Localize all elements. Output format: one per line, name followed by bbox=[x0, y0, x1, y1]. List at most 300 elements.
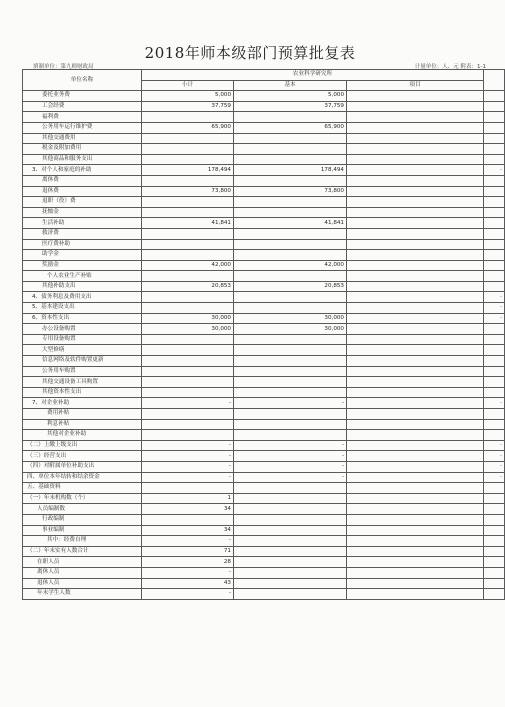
row-label: 行政编制 bbox=[23, 514, 142, 525]
basic-cell bbox=[234, 377, 347, 388]
project-cell bbox=[347, 578, 484, 589]
table-row bbox=[23, 589, 505, 600]
basic-cell bbox=[234, 303, 347, 314]
table-row bbox=[23, 557, 505, 568]
project-cell bbox=[347, 430, 484, 441]
edge-cell bbox=[484, 546, 505, 557]
table-row bbox=[23, 525, 505, 536]
subtotal-cell bbox=[142, 409, 234, 420]
basic-cell bbox=[234, 525, 347, 536]
basic-cell: 5,000 bbox=[234, 91, 347, 102]
project-cell bbox=[347, 175, 484, 186]
edge-cell bbox=[484, 334, 505, 345]
edge-cell bbox=[484, 504, 505, 515]
basic-cell: 20,853 bbox=[234, 281, 347, 292]
subtotal-cell: 28 bbox=[142, 557, 234, 568]
table-row bbox=[23, 303, 505, 314]
table-row bbox=[23, 228, 505, 239]
subtotal-cell: - bbox=[142, 440, 234, 451]
project-cell bbox=[347, 525, 484, 536]
edge-cell bbox=[484, 567, 505, 578]
row-label: 在职人员 bbox=[23, 557, 142, 568]
edge-cell bbox=[484, 133, 505, 144]
edge-cell bbox=[484, 175, 505, 186]
column-header-subtotal: 小计 bbox=[142, 80, 234, 91]
row-label: 其他交通设备工具购置 bbox=[23, 377, 142, 388]
basic-cell bbox=[234, 419, 347, 430]
subtotal-cell: 71 bbox=[142, 546, 234, 557]
row-label: 四、单位本年结转和结余资金 bbox=[23, 472, 142, 483]
project-cell bbox=[347, 483, 484, 494]
table-row bbox=[23, 122, 505, 133]
project-cell bbox=[347, 165, 484, 176]
row-label: （四）对附属单位补助支出 bbox=[23, 461, 142, 472]
project-cell bbox=[347, 112, 484, 123]
row-label: 救济费 bbox=[23, 228, 142, 239]
table-row bbox=[23, 207, 505, 218]
subtotal-cell bbox=[142, 207, 234, 218]
edge-cell: - bbox=[484, 398, 505, 409]
subtotal-cell: - bbox=[142, 536, 234, 547]
project-cell bbox=[347, 239, 484, 250]
edge-cell bbox=[484, 260, 505, 271]
project-cell bbox=[347, 536, 484, 547]
subtotal-cell: 43 bbox=[142, 578, 234, 589]
row-label: 其他商品和服务支出 bbox=[23, 154, 142, 165]
row-label: 退职（役）费 bbox=[23, 197, 142, 208]
project-cell bbox=[347, 377, 484, 388]
edge-cell bbox=[484, 186, 505, 197]
column-header-edge bbox=[484, 70, 505, 91]
row-label: 其他交通费用 bbox=[23, 133, 142, 144]
basic-cell bbox=[234, 589, 347, 600]
subtotal-cell: - bbox=[142, 589, 234, 600]
project-cell bbox=[347, 366, 484, 377]
project-cell bbox=[347, 197, 484, 208]
basic-cell bbox=[234, 356, 347, 367]
project-cell bbox=[347, 281, 484, 292]
project-cell bbox=[347, 101, 484, 112]
basic-cell bbox=[234, 197, 347, 208]
row-label: 五、基础资料 bbox=[23, 483, 142, 494]
row-label: 大型修缮 bbox=[23, 345, 142, 356]
subtotal-cell bbox=[142, 345, 234, 356]
row-label: 6、资本性支出 bbox=[23, 313, 142, 324]
edge-cell bbox=[484, 271, 505, 282]
row-label: 办公设备购置 bbox=[23, 324, 142, 335]
row-label: 其中：经费自理 bbox=[23, 536, 142, 547]
edge-cell bbox=[484, 122, 505, 133]
project-cell bbox=[347, 271, 484, 282]
subtotal-cell: 34 bbox=[142, 525, 234, 536]
prepared-by-label: 填制单位：第九师财政局 bbox=[33, 64, 94, 70]
edge-cell: - bbox=[484, 451, 505, 462]
edge-cell bbox=[484, 250, 505, 261]
table-row bbox=[23, 271, 505, 282]
basic-cell: 65,900 bbox=[234, 122, 347, 133]
table-row bbox=[23, 419, 505, 430]
subtotal-cell bbox=[142, 292, 234, 303]
project-cell bbox=[347, 419, 484, 430]
edge-cell bbox=[484, 281, 505, 292]
project-cell bbox=[347, 334, 484, 345]
basic-cell bbox=[234, 557, 347, 568]
project-cell bbox=[347, 154, 484, 165]
subtotal-cell: 73,800 bbox=[142, 186, 234, 197]
project-cell bbox=[347, 133, 484, 144]
subtotal-cell: - bbox=[142, 461, 234, 472]
subtotal-cell bbox=[142, 366, 234, 377]
row-label: 离休人员 bbox=[23, 567, 142, 578]
table-row bbox=[23, 504, 505, 515]
edge-cell bbox=[484, 377, 505, 388]
edge-cell: - bbox=[484, 313, 505, 324]
table-row bbox=[23, 281, 505, 292]
subtotal-cell: 1 bbox=[142, 493, 234, 504]
table-row bbox=[23, 461, 505, 472]
table-row bbox=[23, 165, 505, 176]
edge-cell bbox=[484, 144, 505, 155]
row-label: 退休费 bbox=[23, 186, 142, 197]
project-cell bbox=[347, 504, 484, 515]
basic-cell bbox=[234, 228, 347, 239]
subtotal-cell: - bbox=[142, 472, 234, 483]
project-cell bbox=[347, 546, 484, 557]
table-row bbox=[23, 175, 505, 186]
row-label: 年末学生人数 bbox=[23, 589, 142, 600]
edge-cell bbox=[484, 218, 505, 229]
table-body bbox=[23, 91, 505, 600]
project-cell bbox=[347, 303, 484, 314]
project-cell bbox=[347, 589, 484, 600]
basic-cell bbox=[234, 207, 347, 218]
project-cell bbox=[347, 345, 484, 356]
edge-cell: - bbox=[484, 440, 505, 451]
edge-cell bbox=[484, 228, 505, 239]
project-cell bbox=[347, 387, 484, 398]
subtotal-cell: 30,000 bbox=[142, 324, 234, 335]
table-row bbox=[23, 430, 505, 441]
edge-cell bbox=[484, 112, 505, 123]
basic-cell bbox=[234, 514, 347, 525]
row-label: 福利费 bbox=[23, 112, 142, 123]
row-label: 4、债务利息及费用支出 bbox=[23, 292, 142, 303]
project-cell bbox=[347, 356, 484, 367]
table-row bbox=[23, 356, 505, 367]
row-label: 费用补贴 bbox=[23, 409, 142, 420]
row-label: 专用设备购置 bbox=[23, 334, 142, 345]
measure-unit-label: 计量单位：人、元 附表：1-1 bbox=[414, 64, 486, 70]
table-row bbox=[23, 387, 505, 398]
subtotal-cell bbox=[142, 334, 234, 345]
basic-cell: 41,841 bbox=[234, 218, 347, 229]
row-label: （二）上缴上级支出 bbox=[23, 440, 142, 451]
edge-cell: - bbox=[484, 303, 505, 314]
edge-cell bbox=[484, 345, 505, 356]
row-label: （一）年末机构数（个） bbox=[23, 493, 142, 504]
table-row bbox=[23, 112, 505, 123]
table-row bbox=[23, 440, 505, 451]
basic-cell: - bbox=[234, 461, 347, 472]
header-row-1 bbox=[23, 70, 505, 81]
basic-cell: 37,759 bbox=[234, 101, 347, 112]
row-label: 公务用车运行维护费 bbox=[23, 122, 142, 133]
row-label: 其他资本性支出 bbox=[23, 387, 142, 398]
edge-cell bbox=[484, 493, 505, 504]
row-label: 事业编制 bbox=[23, 525, 142, 536]
basic-cell bbox=[234, 409, 347, 420]
subtotal-cell: 20,853 bbox=[142, 281, 234, 292]
row-label: 抚恤金 bbox=[23, 207, 142, 218]
subtotal-cell bbox=[142, 228, 234, 239]
basic-cell bbox=[234, 567, 347, 578]
edge-cell bbox=[484, 366, 505, 377]
basic-cell: 73,800 bbox=[234, 186, 347, 197]
edge-cell bbox=[484, 419, 505, 430]
basic-cell bbox=[234, 536, 347, 547]
project-cell bbox=[347, 324, 484, 335]
project-cell bbox=[347, 557, 484, 568]
edge-cell bbox=[484, 239, 505, 250]
table-row bbox=[23, 292, 505, 303]
project-cell bbox=[347, 461, 484, 472]
row-label: 3、对个人和家庭的补助 bbox=[23, 165, 142, 176]
table-row bbox=[23, 186, 505, 197]
table-row bbox=[23, 398, 505, 409]
project-cell bbox=[347, 440, 484, 451]
row-label: （二）年末实有人数合计 bbox=[23, 546, 142, 557]
basic-cell bbox=[234, 366, 347, 377]
row-label: 7、对企业补助 bbox=[23, 398, 142, 409]
basic-cell bbox=[234, 387, 347, 398]
subtotal-cell bbox=[142, 144, 234, 155]
subtotal-cell bbox=[142, 387, 234, 398]
subtotal-cell bbox=[142, 303, 234, 314]
edge-cell: - bbox=[484, 165, 505, 176]
row-label: 工会经费 bbox=[23, 101, 142, 112]
table-row bbox=[23, 578, 505, 589]
basic-cell: - bbox=[234, 472, 347, 483]
table-row bbox=[23, 546, 505, 557]
edge-cell bbox=[484, 578, 505, 589]
table-row bbox=[23, 514, 505, 525]
row-label: 其他补助支出 bbox=[23, 281, 142, 292]
row-label: 人员编制数 bbox=[23, 504, 142, 515]
edge-cell: - bbox=[484, 461, 505, 472]
column-header-unit: 农业科学研究所 bbox=[142, 70, 484, 81]
table-row bbox=[23, 260, 505, 271]
edge-cell bbox=[484, 356, 505, 367]
edge-cell bbox=[484, 514, 505, 525]
subtotal-cell: - bbox=[142, 451, 234, 462]
budget-table bbox=[22, 69, 505, 600]
project-cell bbox=[347, 409, 484, 420]
subtotal-cell: 42,000 bbox=[142, 260, 234, 271]
project-cell bbox=[347, 186, 484, 197]
basic-cell bbox=[234, 144, 347, 155]
basic-cell: 30,000 bbox=[234, 313, 347, 324]
row-label: （三）经营支出 bbox=[23, 451, 142, 462]
basic-cell bbox=[234, 112, 347, 123]
subtotal-cell: 41,841 bbox=[142, 218, 234, 229]
basic-cell bbox=[234, 292, 347, 303]
row-label: 生活补助 bbox=[23, 218, 142, 229]
project-cell bbox=[347, 122, 484, 133]
edge-cell bbox=[484, 101, 505, 112]
subtotal-cell: 30,000 bbox=[142, 313, 234, 324]
subtotal-cell bbox=[142, 271, 234, 282]
basic-cell: 42,000 bbox=[234, 260, 347, 271]
row-label: 委托业务费 bbox=[23, 91, 142, 102]
subtotal-cell bbox=[142, 356, 234, 367]
project-cell bbox=[347, 91, 484, 102]
basic-cell bbox=[234, 483, 347, 494]
table-row bbox=[23, 154, 505, 165]
subtotal-cell bbox=[142, 430, 234, 441]
project-cell bbox=[347, 514, 484, 525]
column-header-name: 单位名称 bbox=[23, 70, 142, 91]
subtotal-cell bbox=[142, 133, 234, 144]
edge-cell: - bbox=[484, 472, 505, 483]
basic-cell bbox=[234, 175, 347, 186]
subtotal-cell: 34 bbox=[142, 504, 234, 515]
basic-cell bbox=[234, 578, 347, 589]
row-label: 助学金 bbox=[23, 250, 142, 261]
project-cell bbox=[347, 207, 484, 218]
project-cell bbox=[347, 493, 484, 504]
edge-cell bbox=[484, 557, 505, 568]
row-label: 退休人员 bbox=[23, 578, 142, 589]
basic-cell bbox=[234, 430, 347, 441]
basic-cell bbox=[234, 334, 347, 345]
edge-cell bbox=[484, 154, 505, 165]
table-row bbox=[23, 250, 505, 261]
edge-cell bbox=[484, 207, 505, 218]
basic-cell bbox=[234, 345, 347, 356]
table-row bbox=[23, 239, 505, 250]
edge-cell bbox=[484, 430, 505, 441]
row-label: 信息网络及软件购置更新 bbox=[23, 356, 142, 367]
table-row bbox=[23, 334, 505, 345]
edge-cell bbox=[484, 91, 505, 102]
basic-cell bbox=[234, 239, 347, 250]
table-row bbox=[23, 91, 505, 102]
basic-cell: - bbox=[234, 451, 347, 462]
table-row bbox=[23, 366, 505, 377]
basic-cell bbox=[234, 546, 347, 557]
basic-cell bbox=[234, 504, 347, 515]
row-label: 5、基本建设支出 bbox=[23, 303, 142, 314]
project-cell bbox=[347, 144, 484, 155]
project-cell bbox=[347, 260, 484, 271]
row-label: 公务用车购置 bbox=[23, 366, 142, 377]
table-row bbox=[23, 345, 505, 356]
subtotal-cell: - bbox=[142, 398, 234, 409]
edge-cell: - bbox=[484, 292, 505, 303]
row-label: 其他对企业补助 bbox=[23, 430, 142, 441]
subtotal-cell: - bbox=[142, 567, 234, 578]
edge-cell bbox=[484, 525, 505, 536]
basic-cell: 30,000 bbox=[234, 324, 347, 335]
column-header-basic: 基本 bbox=[234, 80, 347, 91]
column-header-project: 项目 bbox=[347, 80, 484, 91]
table-row bbox=[23, 409, 505, 420]
table-row bbox=[23, 313, 505, 324]
edge-cell bbox=[484, 483, 505, 494]
table-row bbox=[23, 144, 505, 155]
edge-cell bbox=[484, 387, 505, 398]
basic-cell bbox=[234, 250, 347, 261]
row-label: 税金及附加费用 bbox=[23, 144, 142, 155]
basic-cell bbox=[234, 493, 347, 504]
table-row bbox=[23, 451, 505, 462]
table-row bbox=[23, 197, 505, 208]
subtotal-cell bbox=[142, 419, 234, 430]
subtotal-cell: 178,494 bbox=[142, 165, 234, 176]
basic-cell bbox=[234, 154, 347, 165]
table-row bbox=[23, 493, 505, 504]
project-cell bbox=[347, 250, 484, 261]
project-cell bbox=[347, 228, 484, 239]
table-row bbox=[23, 218, 505, 229]
subtotal-cell bbox=[142, 514, 234, 525]
table-row bbox=[23, 133, 505, 144]
page-title: 2018年师本级部门预算批复表 bbox=[144, 44, 356, 62]
row-label: 利息补贴 bbox=[23, 419, 142, 430]
table-row bbox=[23, 483, 505, 494]
edge-cell bbox=[484, 409, 505, 420]
project-cell bbox=[347, 451, 484, 462]
subtotal-cell bbox=[142, 197, 234, 208]
basic-cell: - bbox=[234, 398, 347, 409]
table-row bbox=[23, 567, 505, 578]
subtotal-cell bbox=[142, 250, 234, 261]
project-cell bbox=[347, 292, 484, 303]
subtotal-cell: 5,000 bbox=[142, 91, 234, 102]
project-cell bbox=[347, 472, 484, 483]
subtotal-cell bbox=[142, 483, 234, 494]
edge-cell bbox=[484, 589, 505, 600]
basic-cell: 178,494 bbox=[234, 165, 347, 176]
table-row bbox=[23, 536, 505, 547]
subtotal-cell bbox=[142, 175, 234, 186]
table-row bbox=[23, 324, 505, 335]
subtotal-cell: 65,900 bbox=[142, 122, 234, 133]
subtotal-cell: 37,759 bbox=[142, 101, 234, 112]
table-row bbox=[23, 472, 505, 483]
project-cell bbox=[347, 313, 484, 324]
row-label: 离休费 bbox=[23, 175, 142, 186]
basic-cell bbox=[234, 133, 347, 144]
subtotal-cell bbox=[142, 239, 234, 250]
basic-cell: - bbox=[234, 440, 347, 451]
basic-cell bbox=[234, 271, 347, 282]
project-cell bbox=[347, 398, 484, 409]
subtotal-cell bbox=[142, 154, 234, 165]
table-row bbox=[23, 377, 505, 388]
table-row bbox=[23, 101, 505, 112]
project-cell bbox=[347, 218, 484, 229]
edge-cell bbox=[484, 324, 505, 335]
edge-cell bbox=[484, 197, 505, 208]
edge-cell bbox=[484, 536, 505, 547]
row-label: 医疗费补助 bbox=[23, 239, 142, 250]
row-label: 奖励金 bbox=[23, 260, 142, 271]
subtotal-cell bbox=[142, 377, 234, 388]
row-label: 个人农业生产补贴 bbox=[23, 271, 142, 282]
project-cell bbox=[347, 567, 484, 578]
subtotal-cell bbox=[142, 112, 234, 123]
